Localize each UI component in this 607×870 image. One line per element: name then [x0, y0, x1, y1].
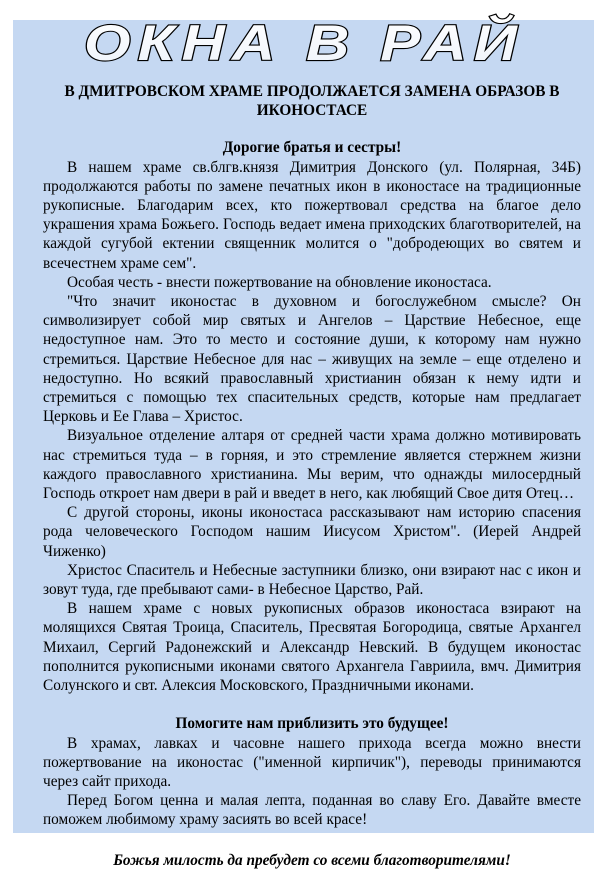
appeal-paragraph: В храмах, лавках и часовне нашего прихода всегда можно внести пожертвование на иконостас ("именной кирпичик"), переводы принимаются через сайт прихода.: [43, 734, 581, 790]
greeting: Дорогие братья и сестры!: [222, 139, 402, 157]
closing-blessing: Божья милость да пребудет со всеми благотворителями!: [113, 851, 511, 869]
article: [43, 82, 581, 870]
paragraph: В нашем храме с новых рукописных образов иконостаса взирают на молящихся Святая Троица, Спаситель, Пресвятая Богородица, святые Архангел Михаил, Сергий Радонежский и Александр Невский. В будущем иконостас пополнится рукописными иконами святого Архангела Гавриила, вмч. Димитрия Солунского и свт. Алексия Московского, Праздничными иконами.: [43, 600, 581, 695]
paragraph: С другой стороны, иконы иконостаса рассказывают нам историю спасения рода человеческого Господом нашим Иисусом Христом". (Иерей Андрей Чиженко): [43, 504, 581, 560]
banner: [0, 0, 607, 72]
paragraph: Визуальное отделение алтаря от средней части храма должно мотивировать нас стремиться туда – в горняя, и это стремление является стержнем жизни каждого православного христианина. Мы верим, что однажды милосердный Господь откроет нам двери в рай и введет в него, как любящий Свое дитя Отец…: [43, 427, 581, 503]
paragraph: Христос Спаситель и Небесные заступники близко, они взирают нас с икон и зовут туда, где пребывают сами- в Небесное Царство, Рай.: [43, 561, 581, 599]
banner-title: ОКНА В РАЙ: [84, 15, 453, 71]
paragraph: В нашем храме св.блгв.князя Димитрия Донского (ул. Полярная, 34Б) продолжаются работы по замене печатных икон в иконостасе на традиционные рукописные. Благодарим всех, кто пожертвовал средства на благое дело украшения храма Божьего. Господь ведает имена приходских благотворителей, на каждой сугубой ектении священник молится о "добродеющих во святем и всечестнем храме сем".: [43, 158, 581, 272]
paragraph: "Что значит иконостас в духовном и богослужебном смысле? Он символизирует собой мир святых и Ангелов – Царствие Небесное, еще недоступное нам. Это то место и состояние души, к которому нам нужно стремиться. Царствие Небесное для нас – живущих на земле – еще отделено и недоступно. Но всякий православный христианин обязан к нему идти и стремиться с помощью тех спасительных средств, которые нам предлагает Церковь и Ее Глава – Христос.: [43, 293, 581, 426]
appeal-paragraph: Перед Богом ценна и малая лепта, поданная во славу Его. Давайте вместе поможем любимому храму засиять во всей красе!: [43, 792, 581, 829]
appeal-title: Помогите нам приблизить это будущее!: [175, 715, 449, 733]
paragraph: Особая честь - внести пожертвование на обновление иконостаса.: [67, 273, 492, 291]
article-headline: В ДМИТРОВСКОМ ХРАМЕ ПРОДОЛЖАЕТСЯ ЗАМЕНА ОБРАЗОВ В ИКОНОСТАСЕ: [64, 83, 560, 120]
banner-title-art: [0, 0, 607, 72]
